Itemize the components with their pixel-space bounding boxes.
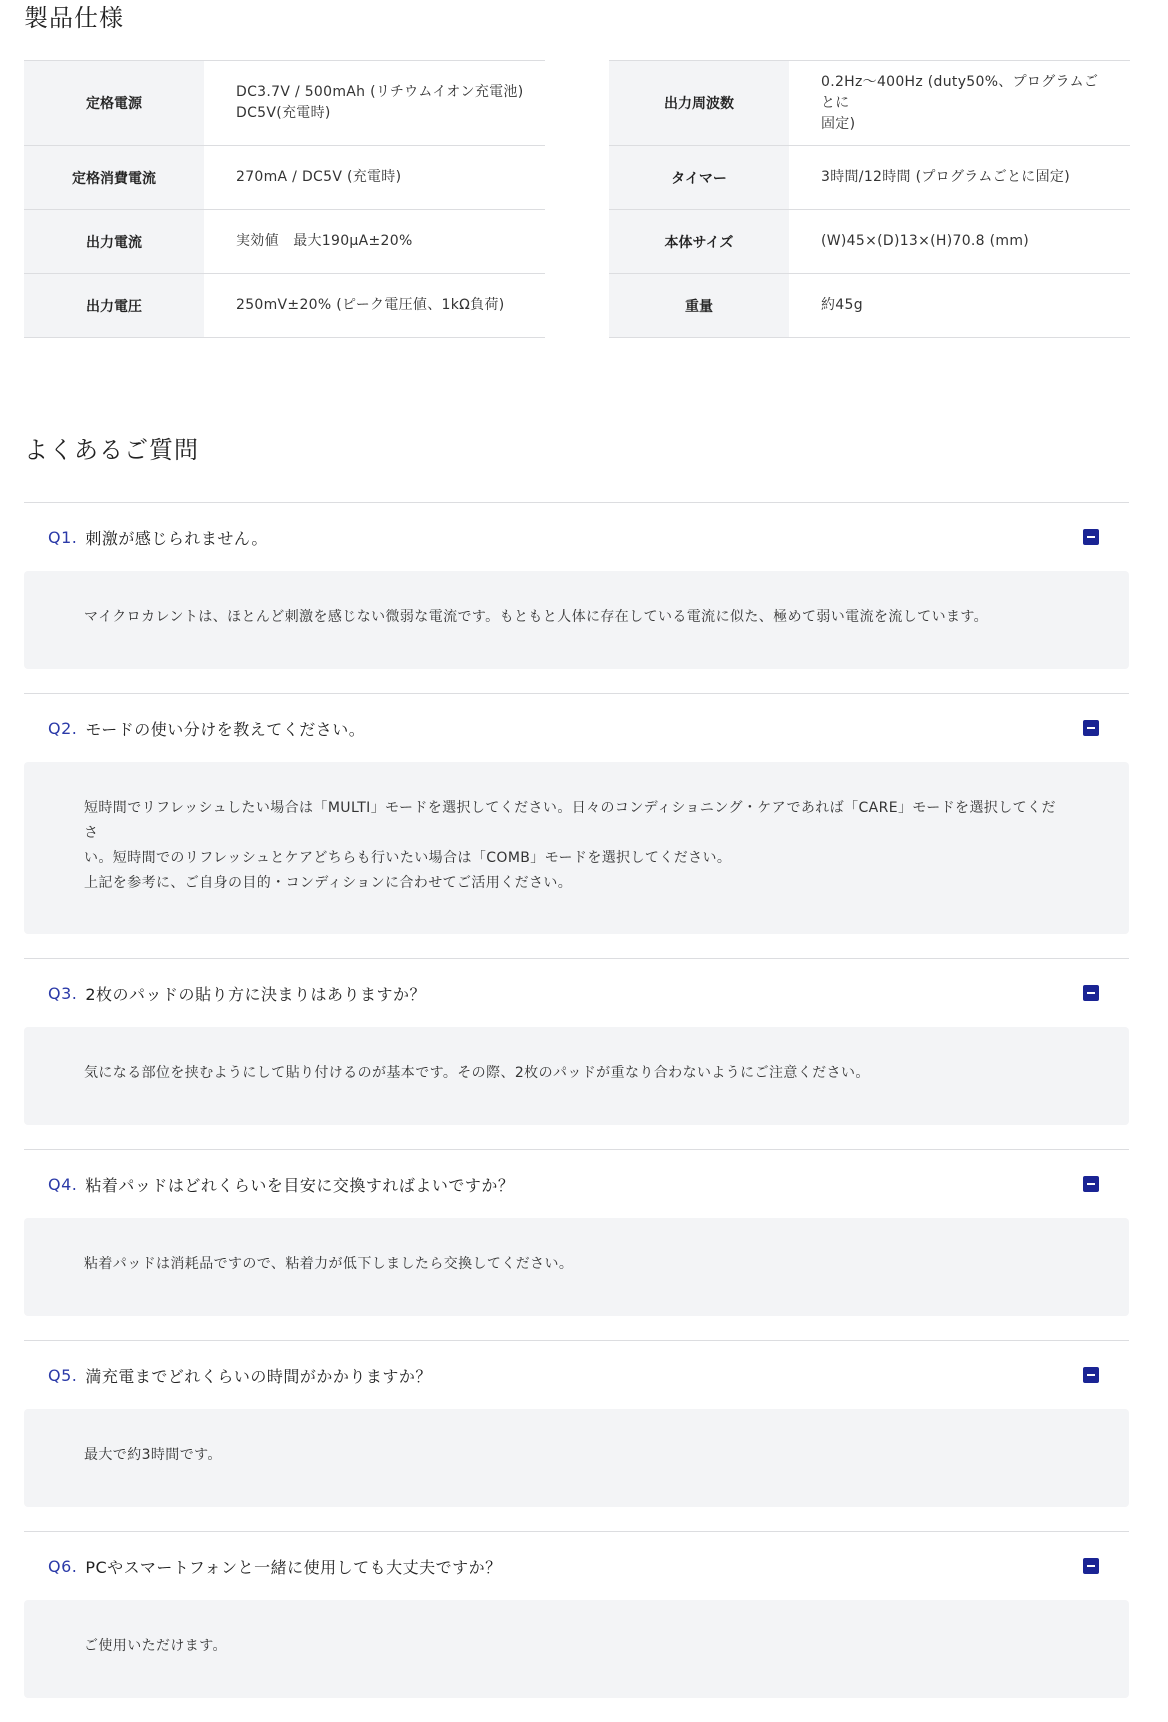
- faq-item: [24, 1340, 1129, 1531]
- spec-value: 約45g: [821, 297, 863, 313]
- faq-question-number: Q4.: [48, 1174, 78, 1194]
- minus-square-icon[interactable]: [1083, 985, 1099, 1001]
- faq-answer: 最大で約3時間です。: [24, 1409, 1129, 1507]
- spec-label: 出力周波数: [609, 61, 789, 146]
- spec-value: DC3.7V / 500mAh (リチウムイオン充電池) DC5V(充電時): [236, 84, 524, 121]
- spec-label: 定格消費電流: [24, 146, 204, 210]
- faq-answer: マイクロカレントは、ほとんど刺激を感じない微弱な電流です。もともと人体に存在している電流に似た、極めて弱い電流を流しています。: [24, 571, 1129, 669]
- spec-label: 出力電圧: [24, 274, 204, 338]
- faq-list: [24, 502, 1129, 1722]
- faq-question-text: モードの使い分けを教えてください。: [85, 719, 366, 739]
- faq-question-text: 粘着パッドはどれくらいを目安に交換すればよいですか？: [85, 1175, 515, 1195]
- spec-row: [609, 274, 1130, 338]
- minus-square-icon[interactable]: [1083, 1558, 1099, 1574]
- spec-row: [24, 146, 545, 210]
- spec-value: (W)45×(D)13×(H)70.8 (mm): [821, 233, 1030, 249]
- faq-item: [24, 502, 1129, 693]
- faq-question-q6[interactable]: [24, 1532, 1129, 1600]
- minus-square-icon[interactable]: [1083, 720, 1099, 736]
- spec-label: 本体サイズ: [609, 210, 789, 274]
- spec-table-left: [24, 60, 545, 338]
- faq-item: [24, 693, 1129, 958]
- spec-row: [24, 274, 545, 338]
- spec-value: 250mV±20% (ピーク電圧値、1kΩ負荷): [236, 297, 505, 313]
- faq-question-number: Q1.: [48, 527, 78, 547]
- faq-answer: 気になる部位を挟むようにして貼り付けるのが基本です。その際、2枚のパッドが重なり合わないようにご注意ください。: [24, 1027, 1129, 1125]
- spec-value: 実効値 最大190μA±20%: [236, 233, 413, 249]
- spec-value: 3時間/12時間 (プログラムごとに固定): [821, 169, 1070, 185]
- spec-row: [609, 146, 1130, 210]
- spec-value: 0.2Hz〜400Hz (duty50%、プログラムごとに 固定): [821, 73, 1099, 132]
- faq-question-text: PCやスマートフォンと一緒に使用しても大丈夫ですか？: [85, 1557, 502, 1577]
- faq-item: [24, 1149, 1129, 1340]
- faq-question-text: 刺激が感じられません。: [85, 528, 268, 548]
- faq-answer: ご使用いただけます。: [24, 1600, 1129, 1698]
- spec-label: 定格電源: [24, 61, 204, 146]
- faq-item: [24, 1531, 1129, 1722]
- faq-question-number: Q6.: [48, 1556, 78, 1576]
- faq-answer: 粘着パッドは消耗品ですので、粘着力が低下しましたら交換してください。: [24, 1218, 1129, 1316]
- spec-section-title: 製品仕様: [24, 4, 124, 32]
- minus-square-icon[interactable]: [1083, 1367, 1099, 1383]
- spec-row: [24, 210, 545, 274]
- spec-label: 出力電流: [24, 210, 204, 274]
- faq-question-text: 2枚のパッドの貼り方に決まりはありますか？: [85, 984, 427, 1004]
- spec-label: タイマー: [609, 146, 789, 210]
- spec-value: 270mA / DC5V (充電時): [236, 169, 402, 185]
- faq-question-q5[interactable]: [24, 1341, 1129, 1409]
- spec-label: 重量: [609, 274, 789, 338]
- faq-item: [24, 958, 1129, 1149]
- faq-question-number: Q2.: [48, 718, 78, 738]
- faq-question-q4[interactable]: [24, 1150, 1129, 1218]
- faq-question-q3[interactable]: [24, 959, 1129, 1027]
- faq-question-number: Q3.: [48, 983, 78, 1003]
- faq-question-q2[interactable]: [24, 694, 1129, 762]
- faq-answer: 短時間でリフレッシュしたい場合は「MULTI」モードを選択してください。日々のコンディショニング・ケアであれば「CARE」モードを選択してくださ い。短時間でのリフレッシュとケアどちらも行いたい場合は「COMB」モードを選択してください。 上記を参考に、ご自身の目的・コンディションに合わせてご活用ください。: [24, 762, 1129, 934]
- spec-row: [609, 61, 1130, 146]
- faq-section-title: よくあるご質問: [24, 436, 199, 464]
- spec-row: [24, 61, 545, 146]
- minus-square-icon[interactable]: [1083, 1176, 1099, 1192]
- faq-question-number: Q5.: [48, 1365, 78, 1385]
- minus-square-icon[interactable]: [1083, 529, 1099, 545]
- spec-table-right: [609, 60, 1130, 338]
- faq-question-text: 満充電までどれくらいの時間がかかりますか？: [85, 1366, 432, 1386]
- spec-row: [609, 210, 1130, 274]
- faq-question-q1[interactable]: [24, 503, 1129, 571]
